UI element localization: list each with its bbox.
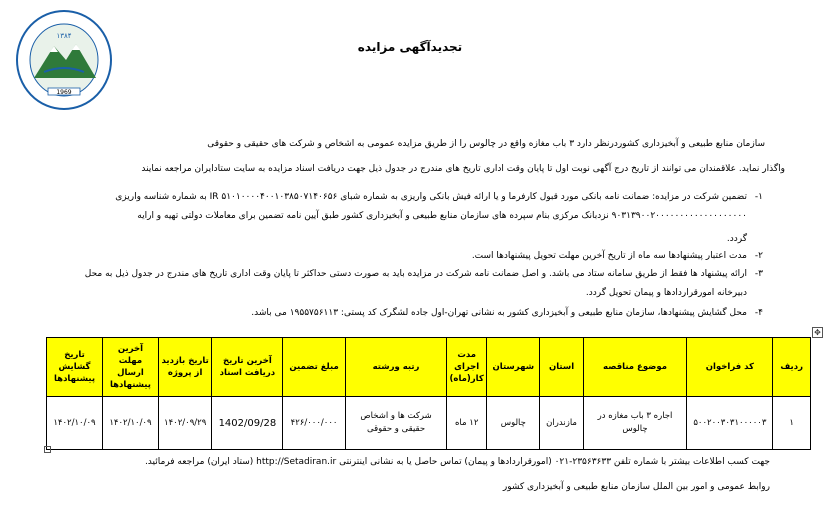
cell-subject: اجاره ۳ باب مغازه در چالوس	[583, 397, 687, 450]
cell-guarantee-amount: ۴۲۶/۰۰۰/۰۰۰	[283, 397, 345, 450]
signature-line: روابط عمومی و امور بین الملل سازمان منابع طبیعی و آبخیزداری کشور	[502, 482, 770, 492]
header-province: استان	[540, 338, 583, 397]
auction-table	[46, 337, 811, 450]
header-duration: مدت اجرای کار(ماه)	[447, 338, 487, 397]
cell-province: مازندران	[540, 397, 583, 450]
item-1-number: ۱-	[754, 192, 763, 202]
header-visit-date: تاریخ بازدید از پروژه	[158, 338, 211, 397]
item-1-line-1: تضمین شرکت در مزایده: ضمانت نامه بانکی مورد قبول کارفرما و یا ارائه فیش بانکی واریزی به شماره شبای IR ۵۱۰۱۰۰۰۰۴۰۰۱۰۳۸۵۰۷۱۴۰۶۵۶ به شماره شناسه واریزی	[115, 192, 747, 202]
cell-rank: شرکت ها و اشخاص حقیقی و حقوقی	[345, 397, 446, 450]
cell-submission-deadline: ۱۴۰۲/۱۰/۰۹	[103, 397, 159, 450]
logo-year-bottom: 1969	[56, 89, 72, 96]
logo-year-top: ۱۳۸۴	[56, 32, 72, 40]
header-document-deadline: آخرین تاریخ دریافت اسناد	[212, 338, 283, 397]
header-guarantee-amount: مبلغ تضمین	[283, 338, 345, 397]
cell-row-number: ۱	[773, 397, 811, 450]
table-header-row	[47, 338, 811, 397]
header-subject: موضوع مناقصه	[583, 338, 687, 397]
item-1-line-3: گردد.	[726, 234, 747, 244]
header-submission-deadline: آخرین مهلت ارسال پیشنهادها	[103, 338, 159, 397]
item-1-line-2: ۹۰۳۱۳۹۰۰۲۰۰۰۰۰۰۰۰۰۰۰۰۰۰۰۰۰۰۰ نزدبانک مرکزی بنام سپرده های سازمان منابع طبیعی و آبخیزداری کشور طبق آیین نامه تضمین برای معاملات دولتی تهیه و ارایه	[137, 211, 747, 221]
header-rank: رتبه ورشته	[345, 338, 446, 397]
cell-document-deadline: 1402/09/28	[212, 397, 283, 450]
item-2-line-1: مدت اعتبار پیشنهادها سه ماه از تاریخ آخرین مهلت تحویل پیشنهادها است.	[471, 251, 747, 261]
item-4-line-1: محل گشایش پیشنهادها، سازمان منابع طبیعی و آبخیزداری کشور به نشانی تهران-اول جاده لشگرک کد پستی: ۱۹۵۵۷۵۶۱۱۳ می باشد.	[251, 308, 747, 318]
table-resize-handle[interactable]	[44, 446, 51, 453]
page-title: تجدیدآگهی مزایده	[357, 40, 463, 54]
header-call-code: کد فراخوان	[687, 338, 773, 397]
item-2-number: ۲-	[754, 251, 763, 261]
organization-logo	[14, 8, 114, 113]
cell-opening-date: ۱۴۰۲/۱۰/۰۹	[47, 397, 103, 450]
cell-call-code: ۵۰۰۲۰۰۳۰۳۱۰۰۰۰۰۳	[687, 397, 773, 450]
cell-city: چالوس	[487, 397, 540, 450]
header-row-number: ردیف	[773, 338, 811, 397]
item-3-number: ۳-	[754, 269, 763, 279]
item-4-number: ۴-	[754, 308, 763, 318]
item-3-line-1: ارائه پیشنهاد ها فقط از طریق سامانه ستاد می باشد. و اصل ضمانت نامه شرکت در مزایده باید به صورت دستی حداکثر تا پایان وقت اداری تاریخ های مندرج در جدول ذیل به محل	[84, 269, 747, 279]
cell-visit-date: ۱۴۰۲/۰۹/۲۹	[158, 397, 211, 450]
intro-line-2: واگذار نماید. علاقمندان می توانند از تاریخ درج آگهی نوبت اول تا پایان وقت اداری تاریخ های مندرج در جدول ذیل جهت دریافت اسناد مزایده به سایت ستادایران مراجعه نمایند	[141, 164, 785, 174]
header-opening-date: تاریخ گشایش پیشنهادها	[47, 338, 103, 397]
item-3-line-2: دبیرخانه امورقراردادها و پیمان تحویل گردد.	[585, 288, 747, 298]
table-move-handle-icon[interactable]: ✥	[812, 327, 823, 338]
footer-contact-line: جهت کسب اطلاعات بیشتر با شماره تلفن ۲۳۵۶۳۶۳۳-۰۲۱ (امورقراردادها و پیمان) تماس حاصل یا به نشانی اینترنتی http://Setadiran.ir (ستاد ایران) مراجعه فرمائید.	[144, 457, 770, 467]
table-row	[47, 397, 811, 450]
header-city: شهرستان	[487, 338, 540, 397]
cell-duration: ۱۲ ماه	[447, 397, 487, 450]
intro-line-1: سازمان منابع طبیعی و آبخیزداری کشوردرنظر دارد ۳ باب مغازه واقع در چالوس را از طریق مزایده عمومی به اشخاص و شرکت های حقیقی و حقوقی	[207, 139, 765, 149]
